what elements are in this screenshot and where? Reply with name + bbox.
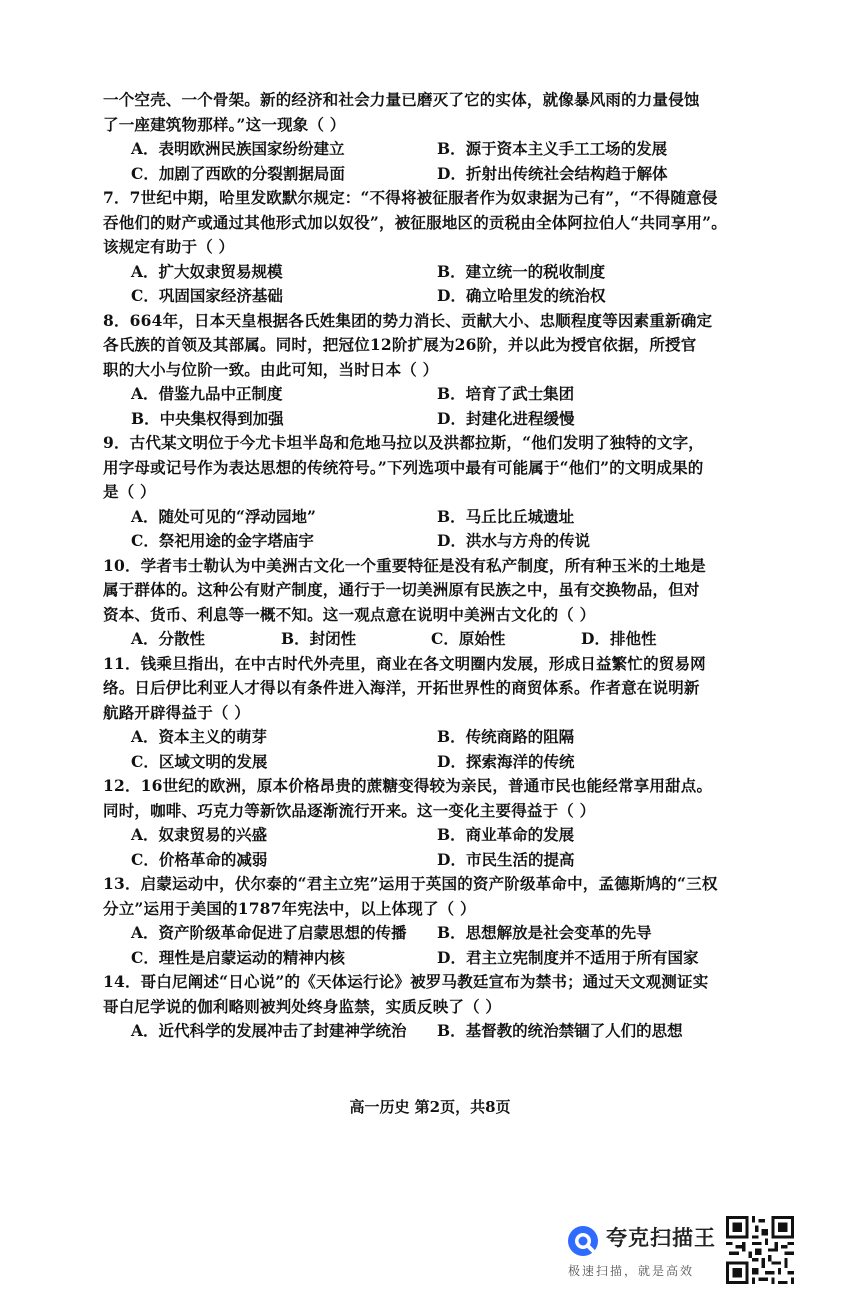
question-11-line: 航路开辟得益于（ ） — [103, 702, 250, 722]
options-row — [103, 382, 763, 407]
question-11-line: 11．钱乘旦指出，在中古时代外壳里，商业在各文明圈内发展，形成日益繁忙的贸易网 — [103, 653, 706, 673]
options-row — [103, 823, 763, 848]
options-row — [103, 848, 763, 873]
question-8-line: 职的大小与位阶一致。由此可知，当时日本（ ） — [103, 359, 439, 379]
option-b: B．封闭性 — [281, 629, 357, 648]
watermark-subtitle: 极速扫描，就是高效 — [568, 1264, 695, 1278]
question-9-line: 是（ ） — [103, 482, 156, 501]
options-row — [103, 137, 763, 162]
option-c: C．区域文明的发展 — [131, 751, 268, 771]
options-row — [103, 750, 763, 775]
option-c: C．原始性 — [431, 629, 506, 648]
question-10-line: 资本、货币、利息等一概不知。这一观点意在说明中美洲古文化的（ ） — [103, 604, 596, 624]
question-content — [103, 88, 763, 1044]
options-row — [103, 946, 763, 971]
question-7-line: 吞他们的财产或通过其他形式加以奴役”，被征服地区的贡税由全体阿拉伯人“共同享用”。 — [103, 212, 727, 232]
qr-code-icon — [726, 1216, 794, 1284]
option-d: D．确立哈里发的统治权 — [437, 286, 606, 305]
options-row — [103, 407, 763, 432]
option-c: B．中央集权得到加强 — [131, 408, 284, 428]
question-8-line: 各氏族的首领及其部属。同时，把冠位12阶扩展为26阶，并以此为授官依据，所授官 — [103, 335, 697, 354]
question-14-line: 哥白尼学说的伽利略则被判处终身监禁，实质反映了（ ） — [103, 996, 502, 1016]
question-11-line: 络。日后伊比利亚人才得以有条件进入海洋，开拓世界性的商贸体系。作者意在说明新 — [103, 678, 700, 697]
question-9-line: 用字母或记号作为表达思想的传统符号。”下列选项中最有可能属于“他们”的文明成果的 — [103, 457, 704, 477]
option-a: A．分散性 — [131, 629, 206, 648]
option-a: A．扩大奴隶贸易规模 — [131, 261, 283, 281]
option-b: B．基督教的统治禁锢了人们的思想 — [437, 1021, 683, 1040]
question-14-line: 14．哥白尼阐述“日心说”的《天体运行论》被罗马教廷宣布为禁书；通过天文观测证实 — [103, 972, 709, 991]
question-7-line: 7．7世纪中期，哈里发欧默尔规定：“不得将被征服者作为奴隶据为己有”，“不得随意侵 — [103, 188, 718, 207]
option-d: D．君主立宪制度并不适用于所有国家 — [437, 947, 699, 967]
option-a: A．近代科学的发展冲击了封建神学统治 — [131, 1021, 407, 1040]
question-7-line: 该规定有助于（ ） — [103, 237, 235, 256]
options-row — [103, 284, 763, 309]
options-row — [103, 1019, 763, 1044]
option-d: D．折射出传统社会结构趋于解体 — [437, 163, 668, 183]
question-10-line: 10．学者韦士勒认为中美洲古文化一个重要特征是没有私产制度，所有种玉米的土地是 — [103, 555, 706, 575]
options-row — [103, 529, 763, 554]
text-line: 一个空壳、一个骨架。新的经济和社会力量已磨灭了它的实体，就像暴风雨的力量侵蚀 — [103, 90, 700, 109]
option-b: B．思想解放是社会变革的先导 — [437, 923, 652, 942]
scanner-watermark — [566, 1216, 806, 1296]
question-9-line: 9．古代某文明位于今尤卡坦半岛和危地马拉以及洪都拉斯，“他们发明了独特的文字， — [103, 433, 705, 452]
option-b: B．商业革命的发展 — [437, 825, 575, 844]
options-row — [103, 505, 763, 530]
watermark-title: 夸克扫描王 — [606, 1226, 716, 1250]
option-a: A．资产阶级革命促进了启蒙思想的传播 — [131, 923, 407, 942]
option-b: B．培育了武士集团 — [437, 384, 575, 403]
question-13-line: 13．启蒙运动中，伏尔泰的“君主立宪”运用于英国的资产阶级革命中，孟德斯鸠的“三权 — [103, 874, 718, 893]
options-row — [103, 725, 763, 750]
option-a: A．借鉴九品中正制度 — [131, 384, 283, 403]
option-c: C．理性是启蒙运动的精神内核 — [131, 947, 345, 967]
option-b: B．马丘比丘城遗址 — [437, 506, 575, 526]
text-line: 了一座建筑物那样。”这一现象（ ） — [103, 114, 346, 134]
options-row — [103, 260, 763, 285]
question-12-line: 同时，咖啡、巧克力等新饮品逐渐流行开来。这一变化主要得益于（ ） — [103, 800, 596, 820]
options-row — [103, 162, 763, 187]
quark-logo-icon — [566, 1224, 600, 1258]
question-13-line: 分立”运用于美国的1787年宪法中，以上体现了（ ） — [103, 898, 476, 918]
page-footer: 高一历史 第2页，共8页 — [349, 1098, 511, 1116]
option-c: C．祭祀用途的金字塔庙宇 — [131, 531, 314, 550]
option-a: A．表明欧洲民族国家纷纷建立 — [131, 139, 345, 158]
option-b: B．建立统一的税收制度 — [437, 261, 606, 281]
option-c: C．加剧了西欧的分裂割据局面 — [131, 163, 345, 183]
option-d: D．排他性 — [581, 629, 657, 648]
option-a: A．资本主义的萌芽 — [131, 727, 268, 746]
question-10-line: 属于群体的。这种公有财产制度，通行于一切美洲原有民族之中，虽有交换物品，但对 — [103, 580, 700, 599]
question-12-line: 12．16世纪的欧洲，原本价格昂贵的蔗糖变得较为亲民，普通市民也能经常享用甜点。 — [103, 776, 713, 795]
option-d: D．探索海洋的传统 — [437, 751, 575, 771]
question-8-line: 8．664年，日本天皇根据各氏姓集团的势力消长、贡献大小、忠顺程度等因素重新确定 — [103, 310, 713, 330]
options-row — [103, 921, 763, 946]
option-a: A．随处可见的“浮动园地” — [131, 506, 316, 526]
option-c: C．价格革命的减弱 — [131, 849, 268, 869]
option-b: B．源于资本主义手工工场的发展 — [437, 139, 668, 158]
option-d: D．洪水与方舟的传说 — [437, 531, 590, 550]
option-d: D．封建化进程缓慢 — [437, 408, 575, 428]
option-c: C．巩固国家经济基础 — [131, 286, 283, 305]
option-b: B．传统商路的阻隔 — [437, 727, 575, 746]
options-row — [103, 627, 763, 652]
option-d: D．市民生活的提高 — [437, 849, 575, 869]
option-a: A．奴隶贸易的兴盛 — [131, 825, 268, 844]
